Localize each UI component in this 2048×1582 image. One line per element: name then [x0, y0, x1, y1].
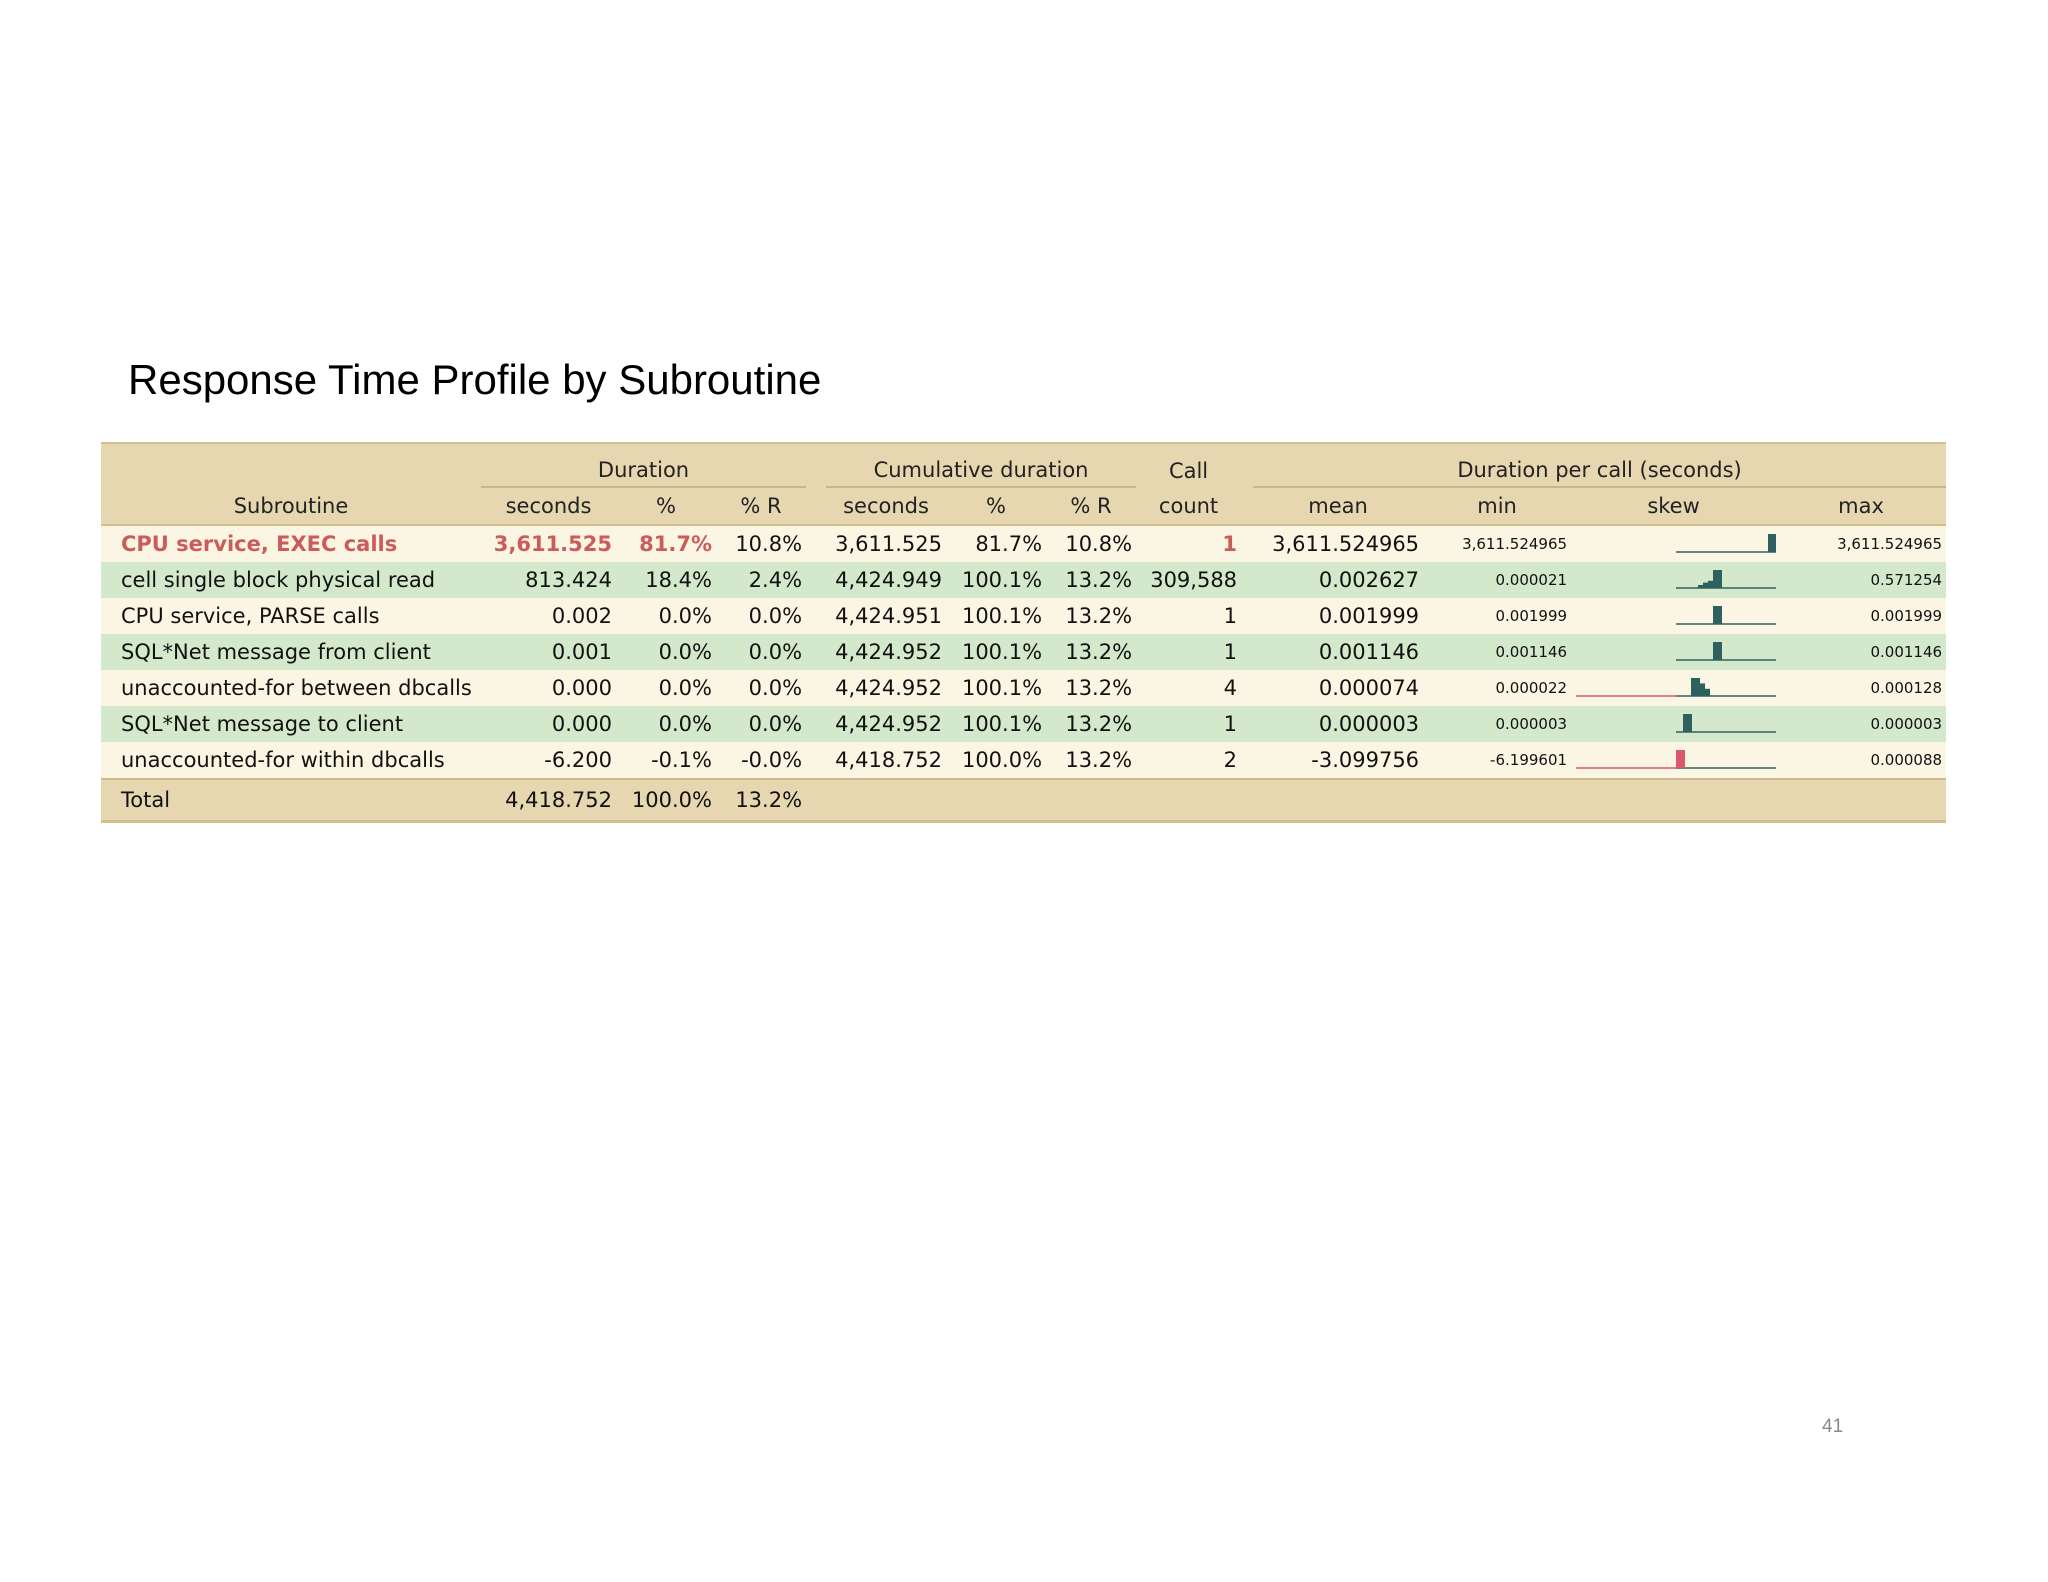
max-cell: 3,611.524965	[1776, 525, 1946, 562]
skew-header: skew	[1571, 487, 1776, 525]
cum-pct-cell: 100.0%	[946, 742, 1046, 779]
min-cell: 0.000021	[1423, 562, 1571, 598]
pct-cell: 0.0%	[616, 670, 716, 706]
max-cell: 0.001999	[1776, 598, 1946, 634]
cum-seconds-cell: 3,611.525	[826, 525, 946, 562]
cum-pct-r-cell: 13.2%	[1046, 706, 1136, 742]
mean-cell: 0.000003	[1253, 706, 1423, 742]
cum-seconds-cell: 4,424.952	[826, 670, 946, 706]
pct-r-cell: 10.8%	[716, 525, 806, 562]
cum-pct-cell: 100.1%	[946, 670, 1046, 706]
pct-r-cell: 0.0%	[716, 706, 806, 742]
cum-pct-r-cell: 13.2%	[1046, 670, 1136, 706]
table-row	[101, 525, 1946, 562]
skew-sparkline	[1571, 525, 1776, 562]
cum-pct-header: %	[946, 487, 1046, 525]
cum-seconds-cell: 4,424.952	[826, 706, 946, 742]
cum-pct-cell: 81.7%	[946, 525, 1046, 562]
skew-sparkline	[1571, 598, 1776, 634]
skew-chart	[1571, 706, 1776, 742]
table-row	[101, 598, 1946, 634]
max-cell: 0.001146	[1776, 634, 1946, 670]
seconds-cell: 0.000	[481, 670, 616, 706]
skew-chart	[1571, 598, 1776, 634]
mean-header: mean	[1253, 487, 1423, 525]
call-count-cell: 1	[1136, 634, 1241, 670]
pct-r-cell: 0.0%	[716, 670, 806, 706]
cum-seconds-cell: 4,424.949	[826, 562, 946, 598]
total-pct: 100.0%	[616, 779, 716, 822]
cumulative-duration-group-header: Cumulative duration	[826, 443, 1136, 487]
table-row	[101, 742, 1946, 779]
skew-sparkline	[1571, 742, 1776, 779]
subroutine-cell: cell single block physical read	[101, 562, 481, 598]
mean-cell: 0.002627	[1253, 562, 1423, 598]
min-cell: 3,611.524965	[1423, 525, 1571, 562]
min-cell: -6.199601	[1423, 742, 1571, 779]
skew-chart	[1571, 742, 1776, 778]
total-label: Total	[101, 779, 481, 822]
min-cell: 0.001999	[1423, 598, 1571, 634]
subroutine-cell: unaccounted-for within dbcalls	[101, 742, 481, 779]
subroutine-cell: CPU service, EXEC calls	[101, 525, 481, 562]
pct-r-cell: -0.0%	[716, 742, 806, 779]
cum-seconds-cell: 4,424.952	[826, 634, 946, 670]
mean-cell: 0.001999	[1253, 598, 1423, 634]
seconds-cell: 3,611.525	[481, 525, 616, 562]
call-count-header-line1: Call	[1136, 443, 1241, 487]
table-row	[101, 634, 1946, 670]
subroutine-header: Subroutine	[101, 487, 481, 525]
pct-cell: -0.1%	[616, 742, 716, 779]
skew-bar	[1701, 689, 1710, 696]
cum-pct-cell: 100.1%	[946, 706, 1046, 742]
duration-group-header: Duration	[481, 443, 806, 487]
max-cell: 0.000128	[1776, 670, 1946, 706]
call-count-cell: 2	[1136, 742, 1241, 779]
skew-bar	[1683, 714, 1692, 732]
mean-cell: 0.000074	[1253, 670, 1423, 706]
skew-bar	[1713, 606, 1722, 624]
mean-cell: -3.099756	[1253, 742, 1423, 779]
skew-sparkline	[1571, 562, 1776, 598]
subroutine-cell: SQL*Net message to client	[101, 706, 481, 742]
subroutine-cell: CPU service, PARSE calls	[101, 598, 481, 634]
min-cell: 0.000022	[1423, 670, 1571, 706]
pct-cell: 18.4%	[616, 562, 716, 598]
call-count-cell: 1	[1136, 598, 1241, 634]
skew-chart	[1571, 562, 1776, 598]
pct-header: %	[616, 487, 716, 525]
page-number: 41	[1822, 1416, 1844, 1437]
response-time-profile-table	[101, 442, 1946, 823]
pct-cell: 0.0%	[616, 634, 716, 670]
min-header: min	[1423, 487, 1571, 525]
cum-pct-cell: 100.1%	[946, 598, 1046, 634]
seconds-cell: -6.200	[481, 742, 616, 779]
pct-cell: 0.0%	[616, 706, 716, 742]
cum-pct-r-cell: 13.2%	[1046, 742, 1136, 779]
seconds-cell: 0.001	[481, 634, 616, 670]
total-pct-r: 13.2%	[716, 779, 806, 822]
call-count-cell: 1	[1136, 706, 1241, 742]
skew-sparkline	[1571, 706, 1776, 742]
cum-seconds-cell: 4,418.752	[826, 742, 946, 779]
skew-sparkline	[1571, 634, 1776, 670]
cum-pct-r-cell: 13.2%	[1046, 598, 1136, 634]
min-cell: 0.000003	[1423, 706, 1571, 742]
total-row	[101, 779, 1946, 822]
cum-pct-r-header: % R	[1046, 487, 1136, 525]
max-cell: 0.571254	[1776, 562, 1946, 598]
duration-per-call-group-header: Duration per call (seconds)	[1253, 443, 1946, 487]
pct-r-cell: 2.4%	[716, 562, 806, 598]
skew-bar	[1768, 534, 1776, 552]
skew-chart	[1571, 526, 1776, 562]
table-row	[101, 562, 1946, 598]
call-count-cell: 1	[1136, 525, 1241, 562]
pct-r-cell: 0.0%	[716, 598, 806, 634]
seconds-header: seconds	[481, 487, 616, 525]
header-row-groups	[101, 443, 1946, 487]
call-count-cell: 4	[1136, 670, 1241, 706]
skew-sparkline	[1571, 670, 1776, 706]
seconds-cell: 813.424	[481, 562, 616, 598]
cum-pct-r-cell: 10.8%	[1046, 525, 1136, 562]
header-row-columns	[101, 487, 1946, 525]
max-header: max	[1776, 487, 1946, 525]
call-count-cell: 309,588	[1136, 562, 1241, 598]
subroutine-cell: unaccounted-for between dbcalls	[101, 670, 481, 706]
mean-cell: 0.001146	[1253, 634, 1423, 670]
table-row	[101, 706, 1946, 742]
skew-bar	[1713, 570, 1722, 588]
mean-cell: 3,611.524965	[1253, 525, 1423, 562]
subroutine-cell: SQL*Net message from client	[101, 634, 481, 670]
pct-r-cell: 0.0%	[716, 634, 806, 670]
seconds-cell: 0.000	[481, 706, 616, 742]
cum-seconds-header: seconds	[826, 487, 946, 525]
max-cell: 0.000003	[1776, 706, 1946, 742]
cum-pct-cell: 100.1%	[946, 562, 1046, 598]
max-cell: 0.000088	[1776, 742, 1946, 779]
skew-chart	[1571, 670, 1776, 706]
pct-cell: 0.0%	[616, 598, 716, 634]
skew-bar	[1676, 750, 1685, 768]
slide-title: Response Time Profile by Subroutine	[128, 356, 822, 403]
total-seconds: 4,418.752	[481, 779, 616, 822]
min-cell: 0.001146	[1423, 634, 1571, 670]
seconds-cell: 0.002	[481, 598, 616, 634]
call-count-header-line2: count	[1136, 487, 1241, 525]
cum-pct-r-cell: 13.2%	[1046, 634, 1136, 670]
cum-seconds-cell: 4,424.951	[826, 598, 946, 634]
table-row	[101, 670, 1946, 706]
pct-r-header: % R	[716, 487, 806, 525]
skew-bar	[1713, 642, 1722, 660]
cum-pct-cell: 100.1%	[946, 634, 1046, 670]
skew-chart	[1571, 634, 1776, 670]
cum-pct-r-cell: 13.2%	[1046, 562, 1136, 598]
pct-cell: 81.7%	[616, 525, 716, 562]
